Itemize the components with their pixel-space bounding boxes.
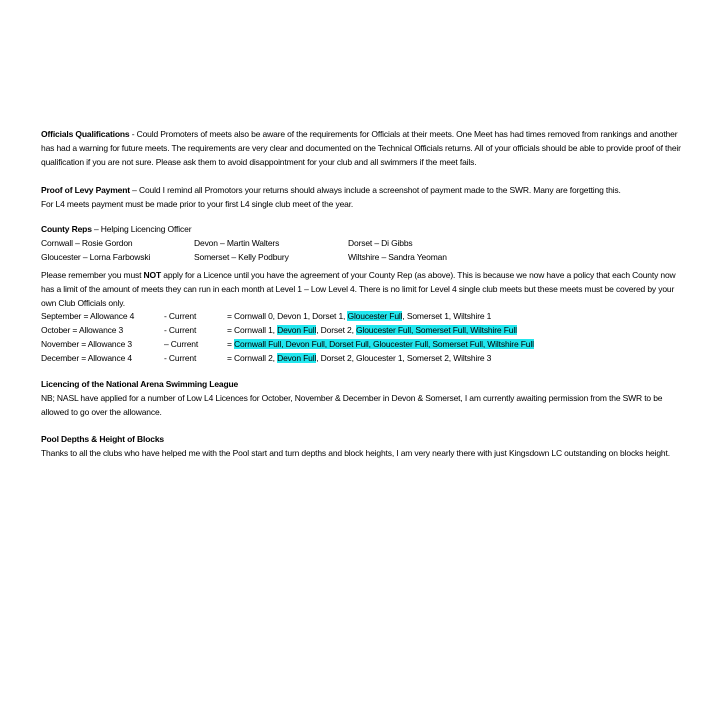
reps-heading-suffix: – Helping Licencing Officer	[91, 224, 192, 234]
allowance-month: December = Allowance 4	[41, 353, 132, 363]
status-text: = Cornwall 2,	[227, 353, 278, 363]
levy-text: – Could I remind all Promotors your returns should always include a screenshot of payment made to the SWR. Many are forgetting this.	[129, 185, 621, 195]
allowance-status	[227, 337, 534, 351]
allowance-status	[227, 351, 491, 365]
nasl-heading: Licencing of the National Arena Swimming League	[41, 379, 239, 389]
status-text: , Dorset 2,	[316, 325, 357, 335]
rep-entry: Wiltshire – Sandra Yeoman	[348, 252, 447, 262]
status-text: =	[227, 339, 235, 349]
highlighted-status: Gloucester Full	[347, 311, 403, 321]
levy-paragraph	[41, 183, 686, 211]
highlighted-status: Gloucester Full, Somerset Full, Wiltshire Full	[356, 325, 517, 335]
officials-text: - Could Promoters of meets also be aware of the requirements for Officials at their meets. One Meet has had times removed from rankings and another has had a warning for future meets. The requirements are very clear and documented on the Technical Officials returns. All of your officials should be able to provide proof of their qualification if you are not sure. Please ask them to avoid disappointment for your club and all swimmers if the meet fails.	[41, 129, 681, 167]
nasl-paragraph	[41, 391, 686, 419]
rep-entry: Devon – Martin Walters	[194, 238, 280, 248]
levy-heading: Proof of Levy Payment	[41, 185, 130, 195]
levy-line2: For L4 meets payment must be made prior to your first L4 single club meet of the year.	[41, 199, 354, 209]
status-text: , Somerset 1, Wiltshire 1	[402, 311, 492, 321]
nasl-heading-line	[41, 377, 686, 391]
allowance-status	[227, 323, 517, 337]
allowance-current-label: - Current	[164, 353, 197, 363]
rep-entry: Cornwall – Rosie Gordon	[41, 238, 133, 248]
allowance-month: September = Allowance 4	[41, 311, 135, 321]
reps-heading: County Reps	[41, 224, 92, 234]
licence-note-pre: Please remember you must	[41, 270, 144, 280]
pool-paragraph	[41, 446, 686, 460]
allowance-status	[227, 309, 491, 323]
highlighted-status: Devon Full	[277, 325, 317, 335]
allowance-current-label: – Current	[164, 339, 199, 349]
allowance-current-label: - Current	[164, 325, 197, 335]
rep-entry: Gloucester – Lorna Farbowski	[41, 252, 151, 262]
status-text: , Dorset 2, Gloucester 1, Somerset 2, Wiltshire 3	[316, 353, 492, 363]
nasl-text: NB; NASL have applied for a number of Low L4 Licences for October, November & December in Devon & Somerset, I am currently awaiting permission from the SWR to be allowed to go over the allowance.	[41, 393, 663, 417]
reps-heading-line	[41, 222, 686, 236]
status-text: = Cornwall 0, Devon 1, Dorset 1,	[227, 311, 348, 321]
pool-heading: Pool Depths & Height of Blocks	[41, 434, 165, 444]
allowance-current-label: - Current	[164, 311, 197, 321]
rep-entry: Somerset – Kelly Podbury	[194, 252, 289, 262]
pool-heading-line	[41, 432, 686, 446]
officials-heading: Officials Qualifications	[41, 129, 130, 139]
status-text: = Cornwall 1,	[227, 325, 278, 335]
pool-text: Thanks to all the clubs who have helped me with the Pool start and turn depths and block heights, I am very nearly there with just Kingsdown LC outstanding on blocks height.	[41, 448, 670, 458]
highlighted-status: Devon Full	[277, 353, 317, 363]
allowance-month: November = Allowance 3	[41, 339, 132, 349]
rep-entry: Dorset – Di Gibbs	[348, 238, 413, 248]
allowance-month: October = Allowance 3	[41, 325, 124, 335]
officials-paragraph	[41, 127, 686, 169]
licence-note-post: apply for a Licence until you have the agreement of your County Rep (as above). This is because we now have a policy that each County now has a limit of the amount of meets they can run in each month at Level 1 – Low Level 4. There is no limit for Level 4 single club meets but these meets must be covered by your own Club Officials only.	[41, 270, 676, 308]
licence-note-paragraph	[41, 268, 686, 310]
licence-note-bold: NOT	[143, 270, 162, 280]
highlighted-status: Cornwall Full, Devon Full, Dorset Full, Gloucester Full, Somerset Full, Wiltshire Full	[234, 339, 534, 349]
